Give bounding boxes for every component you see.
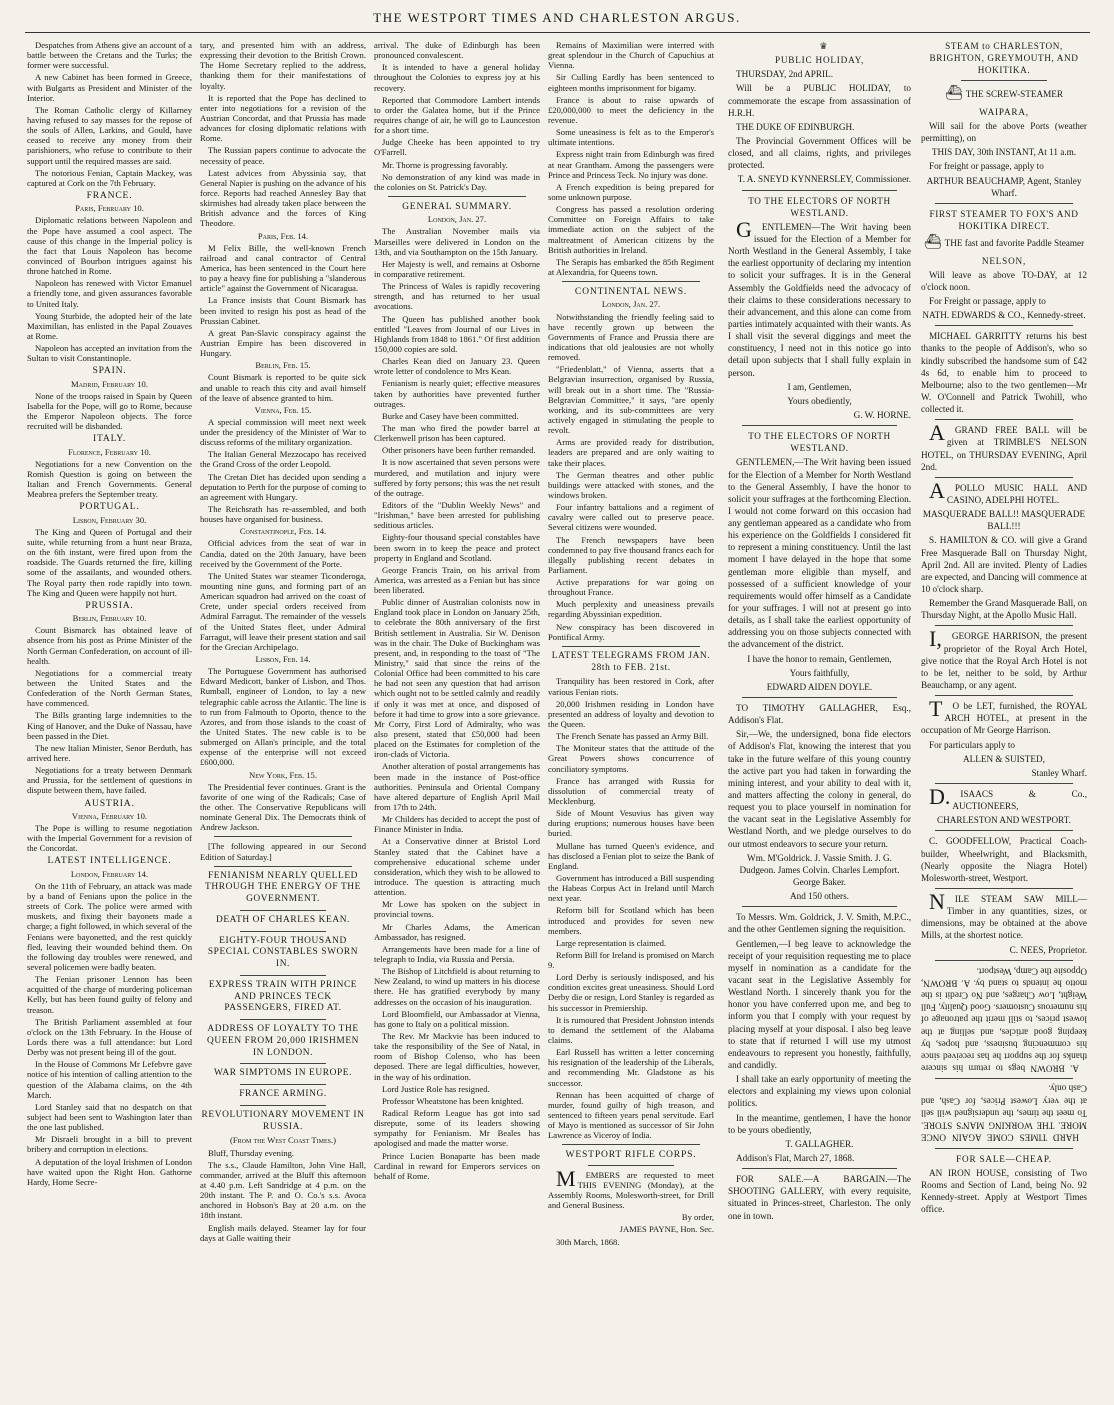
- paragraph: The King and Queen of Portugal and their suite, while returning from a hunt near Braza, on the 6th instant, were fired upon from the roadside. The Guards returned the fire, killing some of the assailants, and wounded others. The Royal party then rode rapidly into town. The King and Queen were happily not hurt.: [27, 526, 192, 598]
- paragraph: Mr Childers has decided to accept the post of Finance Minister in India.: [374, 814, 540, 835]
- separator-rule: [388, 196, 526, 197]
- paragraph: Diplomatic relations between Napoleon and the Pope have assumed a cool aspect. The cause of this change in the Imperial policy is the fact that Louis Napoleon has become convinced of Bourbon intrigues against his throne hatched in Rome.: [27, 215, 192, 277]
- dateline: Constantinople, Feb. 14.: [239, 526, 327, 537]
- ad-text-centered: Wm. M'Goldrick. J. Vassie Smith. J. G. Dudgeon. James Colvin. Charles Lempfort. George Baker.: [739, 852, 900, 887]
- separator-rule: [240, 1019, 326, 1020]
- paragraph: The s.s., Claude Hamilton, John Vine Hall, commander, arrived at the Bluff this afternoon at 4.40 p.m. Left Sandridge at 4 p.m. on the 20th instant. The P. and O. Co.'s s.s. Avoca anchored in Hobson's Bay at 20 a.m. on the 18th instant.: [200, 1159, 366, 1221]
- column-2: [200, 40, 366, 1395]
- dateline: Lisbon, February 30.: [72, 514, 147, 525]
- dateline: Vienna, February 10.: [71, 810, 148, 821]
- paragraph: Lord Justice Role has resigned.: [382, 1083, 490, 1094]
- ad-text-centered: T. GALLAGHER.: [785, 1138, 854, 1149]
- paragraph: Much perplexity and uneasiness prevails regarding Abyssinian expedition.: [548, 599, 714, 620]
- paragraph: It is now ascertained that seven persons were murdered, and mutilation and injury were suffered by forty persons; this was the net result of the outrage.: [374, 457, 540, 498]
- paragraph: New conspiracy has been discovered in Pontifical Army.: [548, 621, 714, 642]
- paragraph: The German theatres and other public buildings were attacked with stones, and the windows broken.: [548, 469, 714, 500]
- paragraph: I shall take an early opportunity of meeting the electors and explaining my views upon colonial politics.: [728, 1074, 911, 1109]
- paragraph: Lord Bloomfield, our Ambassador at Vienna, has gone to Italy on a political mission.: [374, 1008, 540, 1029]
- paragraph: Mr Lowe has spoken on the subject in provincial towns.: [374, 899, 540, 920]
- paragraph: Fenianism is nearly quiet; effective measures taken by authorities have prevented further outrages.: [374, 378, 540, 409]
- paragraph: Congress has passed a resolution ordering Committee on Foreign Affairs to take immediate action on the subject of the maltreatment of American citizens by the British authorities in Ireland.: [548, 204, 714, 255]
- paragraph: Professor Wheatstone has been knighted.: [382, 1095, 524, 1106]
- headline: STEAM to CHARLESTON, BRIGHTON, GREYMOUTH, AND HOKITIKA.: [929, 41, 1079, 76]
- headline: FENIANISM NEARLY QUELLED THROUGH THE ENERGY OF THE GOVERNMENT.: [205, 870, 361, 905]
- separator-rule: [742, 697, 897, 698]
- paragraph: Young Sturbide, the adopted heir of the late Maximilian, has enlisted in the Papal Zouaves at Rome.: [27, 310, 192, 341]
- ad-text-centered: EDWARD AIDEN DOYLE.: [766, 681, 873, 692]
- paragraph: Remains of Maximilian were interred with great splendour in the Church of Capuchius at Vienna.: [548, 40, 714, 71]
- ad-text-centered: CHARLESTON AND WESTPORT.: [937, 815, 1071, 826]
- paragraph: At a Conservative dinner at Bristol Lord Stanley stated that the Cabinet have a comprehensive educational scheme under consideration, which they wish to be allowed to introduce. The question is attracting much attention.: [374, 836, 540, 898]
- paragraph: A special commission will meet next week under the presidency of the Minister of War to discuss reforms of the military organization.: [200, 416, 366, 448]
- separator-rule: [742, 425, 897, 426]
- paragraph: Her Majesty is well, and remains at Osborne in comparative retirement.: [374, 258, 540, 279]
- paragraph: M Felix Bille, the well-known French railroad and canal contractor of Central America, has been sentenced in the Court here to pay a heavy fine for publishing a "slanderous article" against the Government of Nicaragua.: [200, 242, 366, 294]
- paragraph: The man who fired the powder barrel at Clerkenwell prison has been captured.: [374, 422, 540, 444]
- paragraph: Earl Russell has written a letter concerning his resignation of the leadership of the Liberals, and recommending Mr. Gladstone as his successor.: [548, 1047, 714, 1088]
- paragraph: It is rumoured that President Johnston intends to demand the settlement of the Alabama claims.: [548, 1014, 714, 1046]
- paragraph: Radical Reform League has got into sad disrepute, some of its leaders showing sympathy for Fenianism. Mr Beales has apologised and made the matter worse.: [374, 1107, 540, 1149]
- paragraph: Mr. Thorne is progressing favorably.: [382, 159, 508, 170]
- paragraph: France is about to raise upwards of £20,000,000 to meet the deficiency in the revenue.: [548, 94, 714, 125]
- paragraph: The Bishop of Litchfield is about returning to New Zealand, to wind up matters in his diocese there. He has gratified everybody by many addresses on the occasion of his inauguration.: [374, 966, 540, 1007]
- separator-rule: [240, 1105, 326, 1106]
- paragraph: George Francis Train, on his arrival from America, was arrested as a Fenian but has since been liberated.: [374, 564, 540, 596]
- ad-text-right: JAMES PAYNE, Hon. Sec.: [619, 1224, 714, 1235]
- separator-rule: [240, 1063, 326, 1064]
- dateline: Vienna, Feb. 15.: [254, 404, 312, 415]
- paragraph: Large representation is claimed.: [556, 937, 667, 948]
- ad-text: D.ISAACS & Co., AUCTIONEERS,: [929, 783, 1087, 812]
- ad-text: NILE STEAM SAW MILL— Timber in any quantities, sizes, or dimensions, may be obtained at the above Mills, at the shortest notice.: [921, 888, 1087, 941]
- paragraph: The notorious Fenian, Captain Mackey, was captured at Cork on the 7th February.: [27, 167, 192, 188]
- dateline: Lisbon, Feb. 14.: [255, 654, 311, 665]
- paragraph: The United States war steamer Ticonderoga, mounting nine guns, and forming part of an American squadron had arrived on the coast of Crete, under special orders received from Admiral Farragut. The remainder of the vessels of the United States fleet, under Admiral Farragut, will leave their present station and sail for the Grecian Archipelago.: [200, 570, 366, 652]
- ad-steamer-line: [921, 85, 1087, 103]
- paragraph: The Italian General Mezzocapo has received the Grand Cross of the order Leopold.: [200, 449, 366, 470]
- ad-text-right: C. NEES, Proprietor.: [1009, 944, 1087, 955]
- paragraph: S. HAMILTON & CO. will give a Grand Free Masquerade Ball on Thursday Night, April 2nd. All are invited. Plenty of Ladies are expected, and Dancing will commence at 10 o'clock sharp.: [921, 535, 1087, 594]
- paragraph: Charles Kean died on January 23. Queen wrote letter of condolence to Mrs Kean.: [374, 356, 540, 377]
- separator-rule: [588, 1165, 674, 1166]
- paragraph: FOR SALE.—A BARGAIN.—The SHOOTING GALLERY, with every requisite, situated in Princes-street, Charleston. The only one in town.: [728, 1174, 911, 1221]
- headline: TO THE ELECTORS OF NORTH WESTLAND.: [748, 431, 891, 454]
- dateline: Paris, February 10.: [75, 203, 144, 214]
- paragraph: Eighty-four thousand special constables have been sworn in to keep the peace and protect property in England and Scotland.: [374, 532, 540, 563]
- paragraph: Remember the Grand Masquerade Ball, on Thursday Night, at the Apollo Music Hall.: [921, 598, 1087, 621]
- paragraph: It is intended to have a general holiday throughout the Colonies to express joy at his recovery.: [374, 62, 540, 93]
- paragraph: "Friedenblatt," of Vienna, asserts that a Belgravian insurrection, organised by Russia, will break out in a short time. The "Russia-Belgravian Committee," it says, "are openly working, and its sub-committees are very actively engaged in stimulating the people to revolt.: [548, 364, 714, 436]
- paragraph: Four infantry battalions and a regiment of cavalry were called out to preserve peace. Several citizens were wounded.: [548, 502, 714, 533]
- section-heading: WAIPARA,: [979, 106, 1029, 117]
- separator-rule: [742, 906, 897, 907]
- paragraph: The Fenian prisoner Lennon has been acquitted of the charge of murdering policeman Kelly, but has been found guilty of felony and treason.: [27, 974, 192, 1015]
- section-heading: SPAIN.: [92, 365, 127, 377]
- paragraph: Other prisoners have been further remanded.: [382, 445, 536, 456]
- separator-rule: [240, 975, 326, 976]
- section-heading: PORTUGAL.: [79, 501, 140, 513]
- paragraph: Count Bismarck has obtained leave of absence from his post as Prime Minister of the North German Confederation, on account of ill-health.: [27, 625, 192, 666]
- separator-rule: [742, 190, 897, 191]
- paragraph: France has arranged with Russia for dissolution of commercial treaty of Mecklenburg.: [548, 775, 714, 806]
- ad-steamer-label: THE SCREW-STEAMER: [965, 89, 1064, 100]
- paragraph: Gentlemen,—I beg leave to acknowledge the receipt of your requisition requesting me to place myself in nomination as a candidate for the vacant seat in the Legislative Assembly for Westland North. I sincerely thank you for the honor you have conferred upon me, and beg to inform you that I comply with your request by placing myself at your disposal. I also beg leave to state that if returned I will use my utmost endeavours to represent you honestly, faithfully, and candidly.: [728, 938, 911, 1070]
- paragraph: The French newspapers have been condemned to pay five thousand francs each for illegally publishing recent debates in Parliament.: [548, 534, 714, 575]
- paragraph: The British Parliament assembled at four o'clock on the 13th February. In the House of Lords there was a full attendance: but Lord Derby was not present being ill of the gout.: [27, 1016, 192, 1058]
- separator-rule: [935, 888, 1073, 889]
- paragraph: Latest advices from Abyssinia say, that General Napier is pushing on the advance of his force. Reports had reached Annesley Bay that skirmishes had already taken place between the British advance and the forces of King Theodore.: [200, 167, 366, 229]
- paragraph: The Queen has published another book entitled "Leaves from Journal of our Lives in Highlands from 1848 to 1861." Of first addition 150,000 copies are sold.: [374, 313, 540, 354]
- ad-text: Addison's Flat, March 27, 1868.: [736, 1152, 855, 1163]
- headline: ADDRESS OF LOYALTY TO THE QUEEN FROM 20,000 IRISHMEN IN LONDON.: [206, 1024, 360, 1058]
- ad-text-centered: THIS DAY, 30th INSTANT, At 11 a.m.: [931, 147, 1077, 158]
- ad-text-centered: I have the honor to remain, Gentlemen,: [747, 653, 892, 664]
- masthead-rule: [25, 32, 1090, 33]
- separator-rule: [214, 836, 352, 837]
- dateline: Paris, Feb. 14.: [257, 230, 309, 241]
- ad-text: AGRAND FREE BALL will be given at TRIMBLE'S NELSON HOTEL, on THURSDAY EVENING, April 2nd.: [921, 420, 1087, 472]
- paragraph: English mails delayed. Steamer lay for four days at Galle waiting their: [200, 1222, 366, 1243]
- paragraph: [The following appeared in our Second Edition of Saturday.]: [200, 841, 366, 862]
- ad-text-centered: Yours faithfully,: [789, 667, 850, 678]
- ad-text: 30th March, 1868.: [556, 1236, 620, 1247]
- paragraph: Arms are provided ready for distribution, leaders are prepared and are only waiting to take their places.: [548, 437, 714, 468]
- dateline: London, February 14.: [70, 868, 149, 879]
- paragraph: Mr Disraeli brought in a bill to prevent bribery and corruption in elections.: [27, 1134, 192, 1155]
- dateline: Florence, February 10.: [68, 446, 151, 457]
- paragraph: AN IRON HOUSE, consisting of Two Rooms and Section of Land, being No. 92 Kennedy-street. Apply at Westport Times office.: [921, 1167, 1087, 1215]
- paragraph: The Roman Catholic clergy of Killarney having refused to say masses for the repose of the souls of Allen, Larkins, and Gould, have ceased to receive any money from their parishioners, who refuse to contribute to their support until the required masses are said.: [27, 104, 192, 166]
- paragraph: Active preparations for war going on throughout France.: [548, 577, 714, 598]
- separator-rule: [935, 1078, 1073, 1079]
- ad-text: For freight or passage, apply to: [929, 161, 1044, 172]
- ad-text-centered: ALLEN & SUISTED,: [963, 753, 1045, 764]
- paragraph: The Presidential fever continues. Grant is the favorite of one wing of the Radicals; Case of the other. The Conservative Republicans will nominate General Dix. The Democrats think of Andrew Jackson.: [200, 781, 366, 833]
- column-6: [921, 40, 1087, 1395]
- paragraph: On the 11th of February, an attack was made by a band of Fenians upon the police in the streets of Cork. The police were armed with muskets, and fixing their bayonets made a charge; a fight followed, in which several of the Fenians were bayonetted, and the rest quickly fled, leaving their wounded behind them. On the following day troubles were renewed, and several policemen were badly beaten.: [27, 880, 192, 973]
- separator-rule: [562, 281, 700, 282]
- paragraph: arrival. The duke of Edinburgh has been pronounced convalescent.: [374, 40, 540, 61]
- separator-rule: [935, 830, 1073, 831]
- dateline: New York, Feb. 15.: [248, 769, 318, 780]
- paragraph: Burke and Casey have been committed.: [382, 410, 519, 421]
- ad-text: THE DUKE OF EDINBURGH.: [736, 121, 855, 132]
- paragraph: Rennan has been acquitted of charge of murder, found guilty of high treason, and sentenced to fifteen years penal servitude. Earl of Mayo is mentioned as successor of Sir John Lawrence as Viceroy of India.: [548, 1089, 714, 1141]
- section-heading: PUBLIC HOLIDAY,: [774, 55, 865, 66]
- section-heading: GENERAL SUMMARY.: [402, 200, 512, 212]
- ad-text-centered: And 150 others.: [790, 891, 849, 902]
- paragraph: A new Cabinet has been formed in Greece, with Bulgarts as President and Minister of the Interior.: [27, 72, 192, 103]
- paragraph: C. GOODFELLOW, Practical Coach-builder, Wheelwright, and Blacksmith, (Nearly opposite the Niagra Hotel) Molesworth-street, Westport.: [921, 836, 1087, 883]
- separator-rule: [562, 646, 700, 647]
- headline: FIRST STEAMER TO FOX'S AND HOKITIKA DIRECT.: [929, 208, 1079, 232]
- paragraph: Napoleon has accepted an invitation from the Sultan to visit Constantinople.: [27, 343, 192, 364]
- ad-text-centered: Yours obediently,: [787, 395, 852, 406]
- separator-rule: [935, 695, 1073, 696]
- paragraph: The Pope is willing to resume negotiation with the Imperial Government for a revision of the Concordat.: [27, 823, 192, 854]
- paragraph: Prince Lucien Bonaparte has been made Cardinal in reward for Emperors services on behalf of Rome.: [374, 1150, 540, 1181]
- section-heading: AUSTRIA.: [84, 797, 135, 809]
- paragraph: In the meantime, gentlemen, I have the honor to be yours obediently,: [728, 1112, 911, 1135]
- paragraph: The Cretan Diet has decided upon sending a deputation to Perth for the purpose of coming to an agreement with Hungary.: [200, 471, 366, 502]
- paragraph: Despatches from Athens give an account of a battle between the Cretans and the Turks; the former were successful.: [27, 40, 192, 71]
- section-heading: FRANCE.: [86, 189, 133, 201]
- paragraph: Reported that Commodore Lambert intends to order the Galatea home, but if the Prince requires change of air, he will go to Launceston for a short time.: [374, 94, 540, 136]
- ad-text-right: By order,: [681, 1212, 714, 1223]
- paragraph: Reform bill for Scotland which has been introduced and provides for seven new members.: [548, 905, 714, 936]
- paragraph: To Messrs. Wm. Goldrick, J. V. Smith, M.P.C., and the other Gentlemen signing the requisition.: [728, 912, 911, 935]
- dateline: (From the West Coast Times.): [229, 1135, 337, 1146]
- paragraph: The Reichsrath has re-assembled, and both houses have organised for business.: [200, 504, 366, 525]
- masthead: THE WESTPORT TIMES AND CHARLESTON ARGUS.: [373, 10, 741, 25]
- headline: WAR SIMPTOMS IN EUROPE.: [213, 1068, 353, 1079]
- headline: FRANCE ARMING.: [239, 1089, 327, 1100]
- royal-crest-icon: ♛: [819, 41, 828, 51]
- paragraph: Lord Stanley said that no despatch on that subject had been sent to Washington later than the one last published.: [27, 1101, 192, 1133]
- ad-text: MEMBERS are requested to meet THIS EVENING (Monday), at the Assembly Rooms, Molesworth-street, for Drill and General Business.: [548, 1165, 714, 1211]
- paragraph: Sir,—We, the undersigned, bona fide electors of Addison's Flat, knowing the interest that you take in the future welfare of this young country the active part you had taken in forwarding the mining interest, and your ability to deal with it, and matters affecting the colony in general, do request you to place yourself in nomination for the vacant seat in the Legislative Assembly for Westland North, and we pledge ourselves to do our utmost endeavors to secure your return.: [728, 729, 911, 849]
- paragraph: Another alteration of postal arrangements has been made in the instance of Post-office authorities. Peninsula and Oriental Company have altered departure of English April Mail from 17th to 24th.: [374, 761, 540, 813]
- paragraph: TO TIMOTHY GALLAGHER, Esq., Addison's Flat.: [728, 703, 911, 726]
- paragraph: Negotiations for a commercial treaty between the United States and the Confederation of the North German States, have commenced.: [27, 667, 192, 709]
- separator-rule: [935, 625, 1073, 626]
- paragraph: Editors of the "Dublin Weekly News" and "Irishman," have been arrested for publishing seditious articles.: [374, 499, 540, 531]
- headline: EIGHTY-FOUR THOUSAND SPECIAL CONSTABLES SWORN IN.: [207, 935, 359, 970]
- paragraph: The Princess of Wales is rapidly recovering strength, and has returned to her usual avocations.: [374, 281, 540, 312]
- ad-text-right: G. W. HORNE.: [853, 409, 911, 420]
- separator-rule: [935, 477, 1073, 478]
- paragraph: Bluff, Thursday evening.: [208, 1147, 295, 1158]
- dateline: Berlin, February 10.: [72, 613, 147, 624]
- headline: LATEST TELEGRAMS FROM JAN. 28th to FEB. 21st.: [551, 650, 711, 673]
- separator-rule: [935, 783, 1073, 784]
- separator-rule: [240, 910, 326, 911]
- section-heading: LATEST INTELLIGENCE.: [47, 855, 172, 867]
- inverted-ad-text: HARD TIMES COME AGAIN ONCE MORE. THE WORKING MAN'S STORE. To meet the times, the undersigned will sell at the very Lowest Prices, for Cash, and Cash only.: [921, 1084, 1087, 1143]
- inverted-ad-text: A. BROWN begs to return his sincere thanks for the support he has received since his commencing business, and hopes, by keeping good articles, and selling at the lowest prices, to still merit the patronage of his numerous Customers. Good Quality, Full Weight, Low Charges, and No Credit is the motto he intends to stand by. A. BROWN, Opposite the Camp, Westport.: [921, 965, 1087, 1073]
- paragraph: tary, and presented him with an address, expressing their devotion to the British Crown. The Home Secretary replied to the address, thanking them for their manifestations of loyalty.: [200, 40, 366, 91]
- paragraph: Arrangements have been made for a line of telegraph to India, via Russia and Persia.: [374, 943, 540, 964]
- paragraph: Official advices from the seat of war in Candia, dated on the 20th January, have been received by the Government of the Porte.: [200, 538, 366, 569]
- paragraph: A great Pan-Slavic conspiracy against the Austrian Empire has been discovered in Hungary.: [200, 327, 366, 359]
- paragraph: Mr Charles Adams, the American Ambassador, has resigned.: [374, 921, 540, 942]
- paragraph: Negotiations for a new Convention on the Romish Question is going on between the Italian and French Governments. General Meabrea prefers the September treaty.: [27, 458, 192, 500]
- paragraph: The Moniteur states that the attitude of the Great Powers shows concurrence of conciliatory symptoms.: [548, 743, 714, 774]
- paragraph: MICHAEL GARRITTY returns his best thanks to the people of Addison's, who so kindly subscribed the handsome sum of £42 4s 6d, to enable him to proceed to Melbourne; also to the two gentlemen—Mr W. O'Connell and Patrick Twohill, who collected it.: [921, 331, 1087, 415]
- paragraph: La France insists that Count Bismark has been invited to resign his post as head of the Prussian Cabinet.: [200, 295, 366, 326]
- paragraph: The Rev. Mr Mackvie has been induced to take the responsibility of the See of Natal, in room of Bishop Colenso, who has been deposed. There are legal difficulties, however, in the way of his ordination.: [374, 1030, 540, 1082]
- paragraph: The Serapis has embarked the 85th Regiment at Alexandria, for Queens town.: [548, 256, 714, 277]
- ad-text: I,GEORGE HARRISON, the present proprietor of the Royal Arch Hotel, give notice that the Royal Arch Hotel is not to be let, neither to be sold, by Arthur Beauchamp, or any agent.: [921, 626, 1087, 690]
- column-1: [27, 40, 192, 1395]
- ad-text-right: T. A. SNEYD KYNNERSLEY, Commissioner.: [737, 174, 911, 185]
- paragraph: The Australian November mails via Marseilles were delivered in London on the 13th, and via Southampton on the 15th January.: [374, 226, 540, 257]
- ad-steamer-label: THE fast and favorite Paddle Steamer: [944, 238, 1085, 249]
- column-5: [728, 40, 911, 1395]
- section-heading: NELSON,: [981, 255, 1027, 266]
- steamship-icon: ⛴: [923, 235, 942, 251]
- paragraph: Side of Mount Vesuvius has given way during eruptions; numerous houses have been buried.: [548, 808, 714, 839]
- dateline: London, Jan. 27.: [601, 299, 661, 310]
- ad-text-centered: I am, Gentlemen,: [787, 381, 852, 392]
- paragraph: None of the troops raised in Spain by Queen Isabella for the Pope, will go to Rome, because the Emperor Napoleon objects. The force recruited will be disbanded.: [27, 390, 192, 432]
- ad-steamer-line: [921, 234, 1087, 252]
- ad-text: APOLLO MUSIC HALL AND CASINO, ADELPHI HOTEL.: [929, 477, 1087, 506]
- paragraph: It is reported that the Pope has declined to enter into negotiations for a revision of the Austrian Concordat, and that Prussia has made advances for closing diplomatic relations with Rome.: [200, 92, 366, 144]
- separator-rule: [935, 325, 1073, 326]
- paragraph: Government has introduced a Bill suspending the Habeas Corpus Act in Ireland until March next year.: [548, 872, 714, 904]
- separator-rule: [214, 866, 352, 867]
- paragraph: Napoleon has renewed with Victor Emanuel a friendly tone, and given assurances favorable to United Italy.: [27, 278, 192, 309]
- ad-text: Will sail for the above Ports (weather permitting), on: [921, 121, 1087, 144]
- paragraph: Lord Derby is seriously indisposed, and his condition excites great uneasiness. Should Lord Derby die or resign, Lord Stanley is regarded as his successor in Premiership.: [548, 972, 714, 1013]
- separator-rule: [935, 960, 1073, 961]
- separator-rule: [742, 1168, 897, 1169]
- paragraph: Tranquility has been restored in Cork, after various Fenian riots.: [548, 676, 714, 697]
- section-heading: WESTPORT RIFLE CORPS.: [565, 1149, 697, 1161]
- headline: REVOLUTIONARY MOVEMENT IN RUSSIA.: [201, 1109, 365, 1132]
- paragraph: Judge Cheeke has been appointed to try O'Farrell.: [374, 137, 540, 158]
- ad-text: Will be a PUBLIC HOLIDAY, to commemorate the escape from assassination of H.R.H.: [728, 83, 911, 118]
- column-3: [374, 40, 540, 1395]
- paragraph: Reform Bill for Ireland is promised on March 9.: [548, 949, 714, 971]
- paragraph: Public dinner of Australian colonists now in England took place in London on January 25th, to celebrate the 80th anniversary of the first British settlement in Australia. Sir W. Denison was in the chair. The Duke of Buckingham was present, and, in responding to the toast of "The Ministry," said that since the reins of the Colonial Office had been committed to his care he had not seen any question that had arrison which ought not to be settled calmly and readily if only it was met at once, and disposed of before it had time to grow into a sore grievance. Mr Corry, First Lord of Admiralty, who was also present, stated that £50,000 had been placed on the Estimates for completion of the iron-clads of Victoria.: [374, 597, 540, 760]
- paragraph: Notwithstanding the friendly feeling said to have recently grown up between the Governments of France and Prussia there are indications that old jealousies are not wholly removed.: [548, 311, 714, 363]
- paragraph: A deputation of the loyal Irishmen of London have waited upon the Right Hon. Gathorne Hardy, Home Secre-: [27, 1156, 192, 1187]
- dateline: London, Jan. 27.: [427, 214, 487, 225]
- ad-text: Will leave as above TO-DAY, at 12 o'clock noon.: [921, 269, 1087, 292]
- ad-text: GENTLEMEN—The Writ having been issued for the Election of a Member for North Westland in the General Assembly, I take the earliest opportunity of declaring my intention to solicit your suffrages. It is in the General Assembly the Goldfields need the advocacy of their claims to these considerations necessary to their advancement, and this alone can come from parties intimately acquainted with their wants. As I shall visit the several diggings and meet the constituency, I need not in this notice go into detail upon subjects that I shall fully explain in person.: [728, 216, 911, 378]
- paragraph: The French Senate has passed an Army Bill.: [556, 731, 709, 742]
- ad-text: THURSDAY, 2nd APRIL.: [736, 69, 833, 80]
- paragraph: GENTLEMEN,—The Writ having been issued for the Election of a Member for North Westland to the General Assembly, I have the honor to solicit your suffrages at the forthcoming Election. I would not come forward on this occasion had any gentleman appeared as a candidate who from his experience on the Goldfields I considered fit to represent a mining constituency. Until the last moment I have delayed in the hope that some gentleman more eligible than myself, and possessed of a sufficient knowledge of your requirements would offer himself as a Candidate for your suffrages. I will not at present go into details, as I shall take the earliest opportunity of addressing you on those subjects connected with the advancement of the district.: [728, 457, 911, 650]
- ad-text-centered: NATH. EDWARDS & CO., Kennedy-street.: [922, 310, 1086, 321]
- separator-rule: [240, 1084, 326, 1085]
- dateline: Madrid, February 10.: [71, 378, 148, 389]
- separator-rule: [240, 931, 326, 932]
- ad-text: TO be LET, furnished, the ROYAL ARCH HOTEL, at present in the occupation of Mr George Harrison.: [921, 696, 1087, 736]
- paragraph: In the House of Commons Mr Lefebvre gave notice of his intention of calling attention to the question of the Alabama claims, on the 4th March.: [27, 1059, 192, 1100]
- ad-text: For Freight or passage, apply to: [929, 296, 1046, 307]
- section-heading: CONTINENTAL NEWS.: [574, 286, 688, 298]
- paragraph: The Bills granting large indemnities to the King of Hanover, and the Duke of Nassau, have been passed in the Diet.: [27, 710, 192, 741]
- headline: TO THE ELECTORS OF NORTH WESTLAND.: [748, 195, 891, 218]
- ad-text-centered: MASQUERADE BALL!! MASQUERADE BALL!!!: [922, 509, 1086, 532]
- paragraph: Count Bismark is reported to be quite sick and unable to reach this city and avail himself of the leave of absence granted to him.: [200, 372, 366, 403]
- paragraph: The new Italian Minister, Senor Berduth, has arrived here.: [27, 742, 192, 763]
- paragraph: Mullane has turned Queen's evidence, and has disclosed a Fenian plot to seize the Bank of England.: [548, 840, 714, 871]
- ad-text-centered: ARTHUR BEAUCHAMP, Agent, Stanley Wharf.: [926, 175, 1082, 198]
- separator-rule: [935, 419, 1073, 420]
- paragraph: Express night train from Edinburgh was fired at near Grantham. Among the passengers were Prince and Princess Teck. No injury was done.: [548, 149, 714, 180]
- headline: DEATH OF CHARLES KEAN.: [215, 914, 351, 925]
- paragraph: Negotiations for a treaty between Denmark and Prussia, for the settlement of questions in dispute between them, have failed.: [27, 765, 192, 796]
- paragraph: Some uneasiness is felt as to the Emperor's ultimate intentions.: [548, 127, 714, 148]
- section-heading: ITALY.: [92, 433, 126, 445]
- ad-text: The Provincial Government Offices will be closed, and all claims, rights, and privileges protected.: [728, 135, 911, 171]
- section-heading: FOR SALE—CHEAP.: [956, 1153, 1052, 1164]
- column-4: [548, 40, 714, 1395]
- paragraph: The Russian papers continue to advocate the necessity of peace.: [200, 145, 366, 166]
- dateline: Berlin, Feb. 15.: [255, 360, 311, 371]
- steamship-icon: ⛴: [944, 86, 963, 102]
- separator-rule: [562, 1144, 700, 1145]
- paragraph: Sir Culling Eardly has been sentenced to eighteen months imprisonment for bigamy.: [548, 72, 714, 93]
- section-heading: PRUSSIA.: [85, 599, 134, 611]
- separator-rule: [961, 80, 1047, 81]
- paragraph: 20,000 Irishmen residing in London have presented an address of loyalty and devotion to the Queen.: [548, 698, 714, 729]
- headline: EXPRESS TRAIN WITH PRINCE AND PRINCES TECK PASSENGERS, FIRED AT.: [208, 979, 358, 1014]
- separator-rule: [935, 1148, 1073, 1149]
- ad-text: For particulars apply to: [929, 739, 1015, 750]
- ad-text-right: Stanley Wharf.: [1031, 767, 1087, 778]
- paragraph: A French expedition is being prepared for some unknown purpose.: [548, 181, 714, 202]
- paragraph: The Portuguese Government has authorised Edward Medicott, banker of Lisbon, and Thos. Rumball, engineer of London, to lay a new telegraphic cable across the Atlantic. The line is to run from Falmouth to Oporto, thence to the Azores, and from those islands to the coast of the United States. The new cable is to be submerged on Allan's principle, and the total expense of the enterprise will not exceed £600,000.: [200, 666, 366, 768]
- paragraph: No demonstration of any kind was made in the colonies on St. Patrick's Day.: [374, 171, 540, 192]
- separator-rule: [935, 203, 1073, 204]
